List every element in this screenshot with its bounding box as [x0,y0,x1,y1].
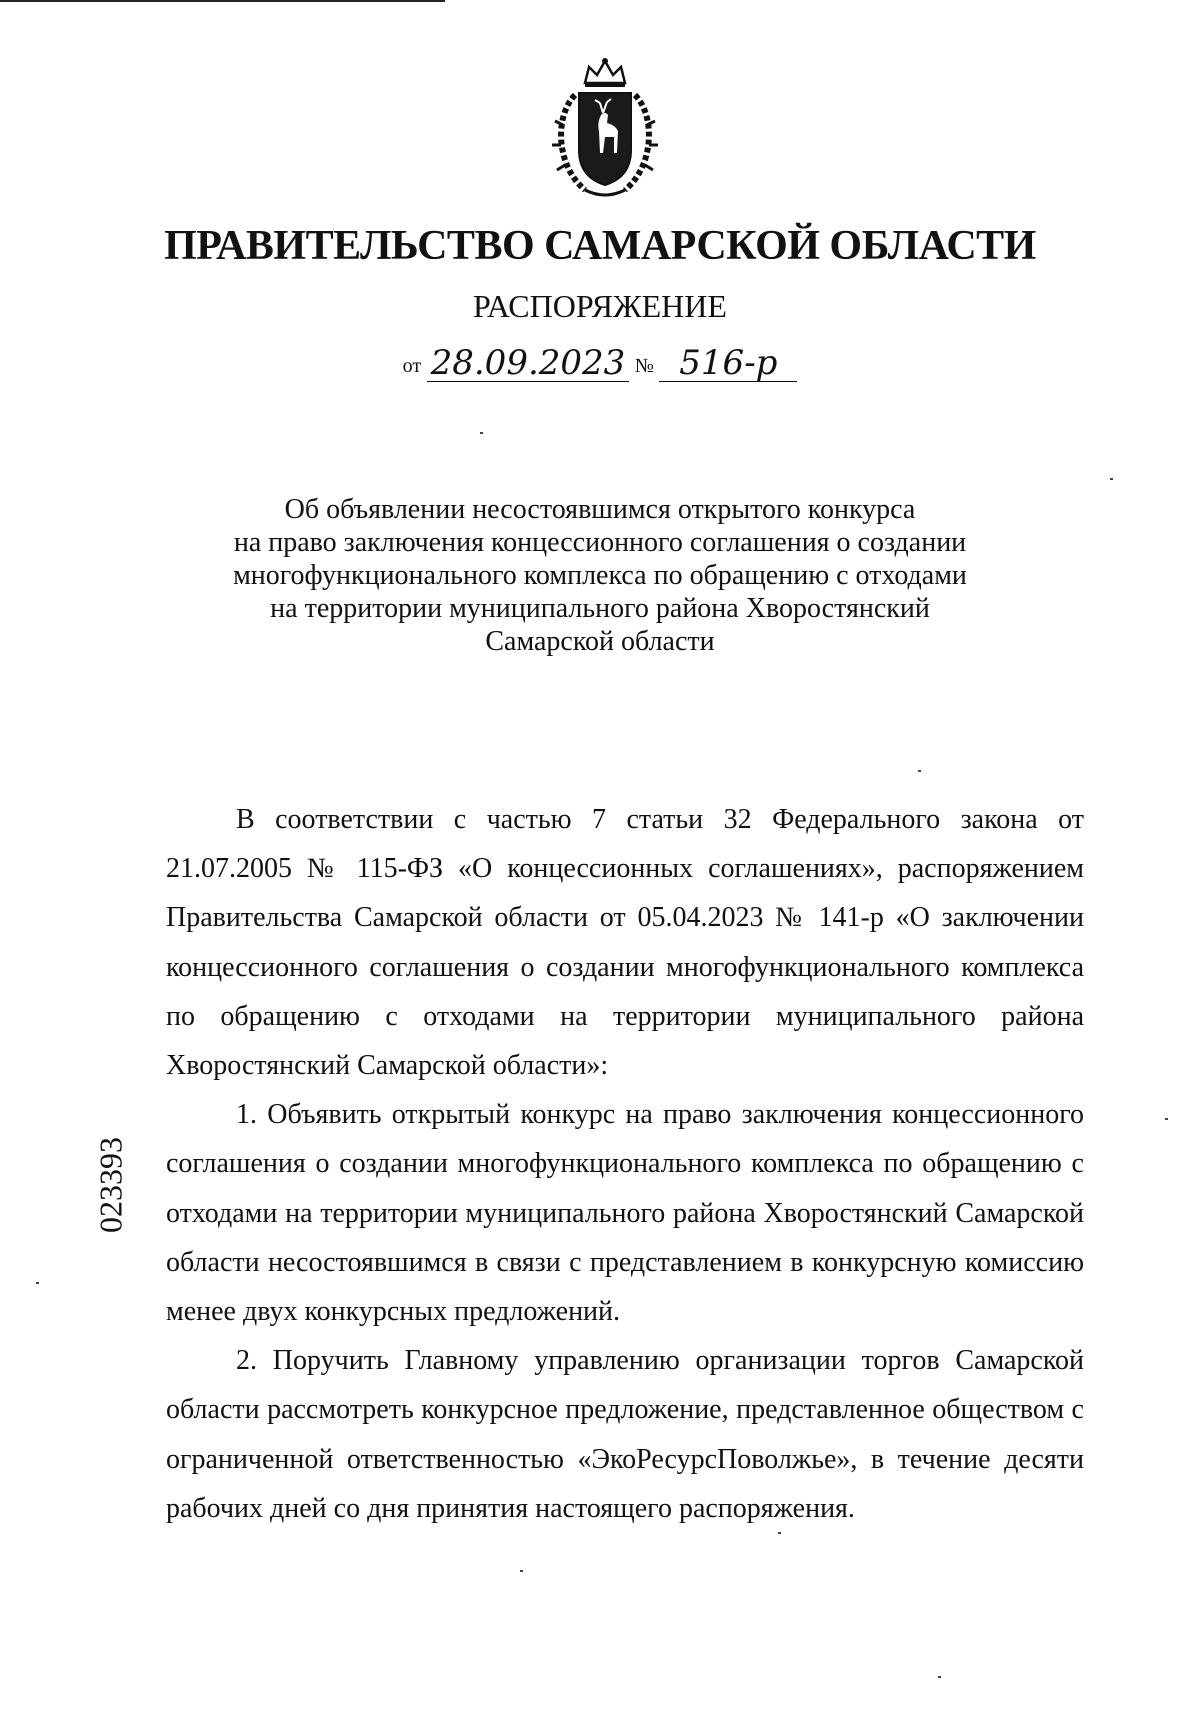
scan-speck [918,770,921,772]
document-body [166,795,1084,1533]
side-serial-number: 023393 [92,1137,129,1233]
document-subject [200,493,1000,658]
subject-line: на право заключения концессионного соглашения о создании [233,527,967,558]
document-date: 28.09.2023 [427,345,630,382]
date-prefix: от [402,355,422,377]
body-paragraph-item-1: 1. Объявить открытый конкурс на право заключения концессионного соглашения о создании многофункционального комплекса по обращению с отходами на территории муниципального района Хворостянский Самарской области несостоявшимся в связи с представлением в конкурсную комиссию менее двух конкурсных предложений. [166,1099,1084,1328]
document-number: 516-р [659,345,797,382]
subject-line: на территории муниципального района Хворостянский [270,593,930,624]
subject-line: Самарской области [485,626,715,657]
body-paragraph-item-2: 2. Поручить Главному управлению организации торгов Самарской области рассмотреть конкурсное предложение, представленное обществом с ограниченной ответственностью «ЭкоРесурсПоволжье», в течение десяти рабочих дней со дня принятия настоящего распоряжения. [166,1345,1084,1524]
scan-speck [480,432,483,434]
scan-speck [778,1532,781,1534]
top-border-line [0,0,445,2]
body-paragraph-preamble: В соответствии с частью 7 статьи 32 Федерального закона от 21.07.2005 № 115-ФЗ «О концессионных соглашениях», распоряжением Правительства Самарской области от 05.04.2023 № 141-р «О заключении концессионного соглашения о создании многофункционального комплекса по обращению с отходами на территории муниципального района Хворостянский Самарской области»: [166,804,1084,1082]
scan-speck [938,1676,941,1678]
subject-line: Об объявлении несостоявшимся открытого конкурса [284,494,916,525]
scan-speck [1110,478,1113,480]
scan-speck [520,1570,523,1572]
document-date-number [0,345,1200,382]
organization-title: ПРАВИТЕЛЬСТВО САМАРСКОЙ ОБЛАСТИ [164,223,1036,269]
scan-speck [36,1282,39,1284]
number-prefix: № [634,355,654,377]
subject-line: многофункционального комплекса по обращению с отходами [233,560,967,591]
samara-coat-of-arms-icon [545,55,665,205]
scan-speck [1165,1118,1168,1120]
document-type: РАСПОРЯЖЕНИЕ [473,288,727,324]
